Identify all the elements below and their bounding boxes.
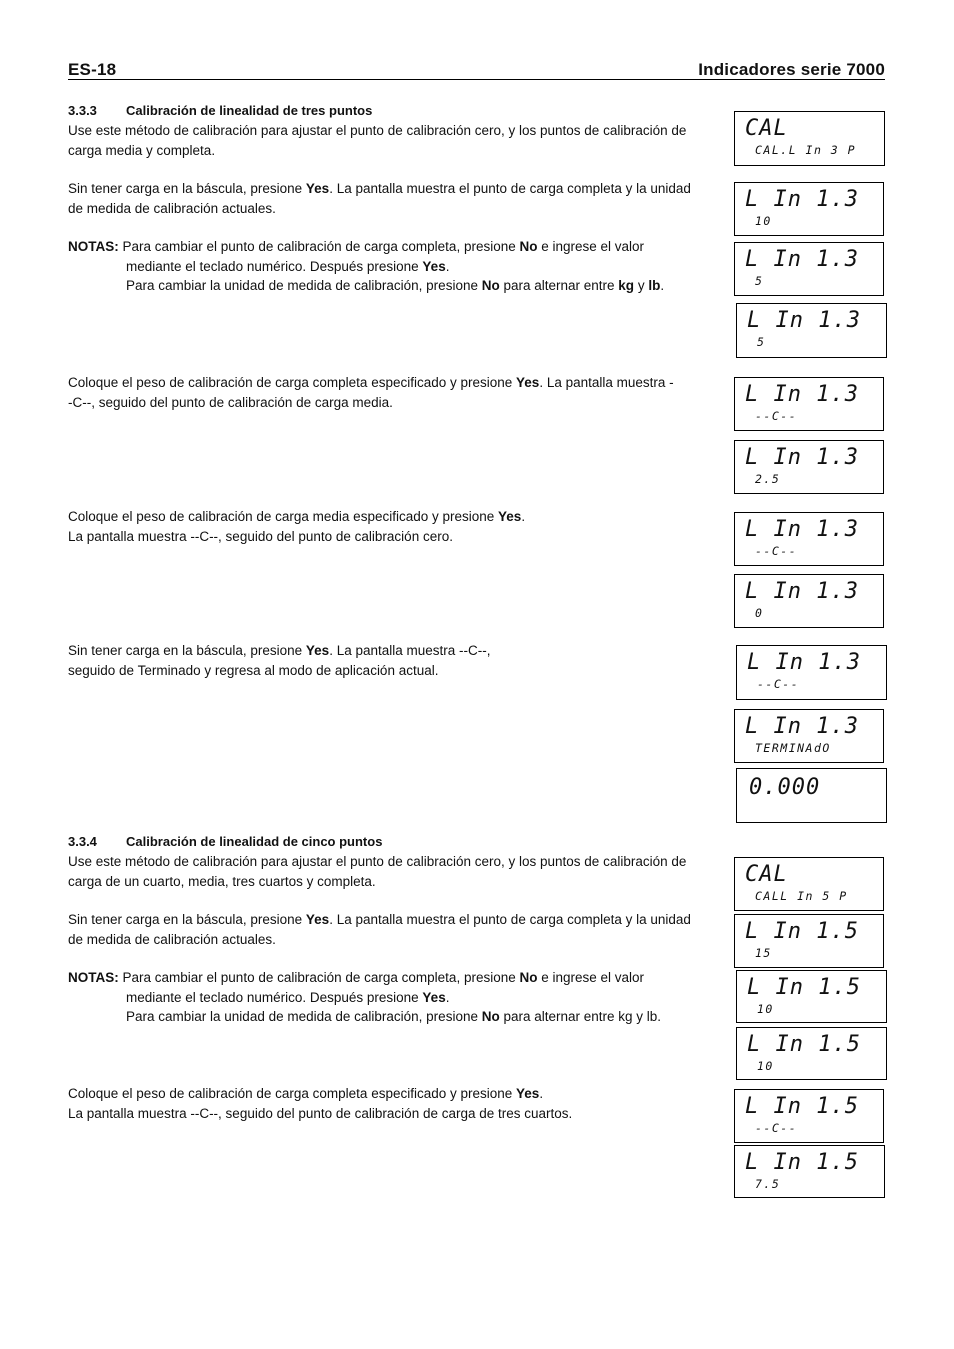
- lcd-line-1: L In 1.5: [745, 919, 859, 944]
- lcd-line-1: L In 1.3: [747, 308, 861, 333]
- lcd-display: [736, 303, 887, 358]
- lcd-line-1: CAL: [745, 116, 788, 141]
- lcd-display: [734, 574, 884, 628]
- paragraph: Coloque el peso de calibración de carga completa especificado y presione Yes. La pantalla muestra - -C--, seguido del punto de calibración de carga media.: [68, 375, 674, 410]
- notes: NOTAS: Para cambiar el punto de calibración de carga completa, presione No e ingrese el valor mediante el teclado numérico. Después presione Yes. Para cambiar la unidad de medida de calibración, presione No para alternar entre kg y lb.: [68, 970, 662, 1024]
- paragraph: Sin tener carga en la báscula, presione Yes. La pantalla muestra el punto de carga completa y la unidad de medida de calibración actuales.: [68, 912, 691, 947]
- lcd-line-1: L In 1.3: [745, 187, 859, 212]
- lcd-display: [734, 1145, 885, 1198]
- paragraph: Coloque el peso de calibración de carga completa especificado y presione Yes. La pantalla muestra --C--, seguido del punto de calibración de carga de tres cuartos.: [68, 1086, 573, 1121]
- lcd-display: [734, 709, 884, 763]
- lcd-line-1: L In 1.5: [745, 1150, 859, 1175]
- section-number: 3.3.3: [68, 103, 97, 118]
- lcd-line-1: L In 1.5: [747, 975, 861, 1000]
- paragraph: Sin tener carga en la báscula, presione Yes. La pantalla muestra el punto de carga completa y la unidad de medida de calibración actuales.: [68, 181, 691, 216]
- lcd-line-2: 5: [755, 274, 764, 288]
- lcd-display: [734, 182, 884, 236]
- lcd-display: [734, 857, 884, 911]
- notes: NOTAS: Para cambiar el punto de calibración de carga completa, presione No e ingrese el valor mediante el teclado numérico. Después presione Yes. Para cambiar la unidad de medida de calibración, presione No para alternar entre kg y lb.: [68, 239, 665, 293]
- lcd-line-2: --C--: [755, 409, 798, 423]
- lcd-display: [734, 914, 884, 968]
- lcd-display: [734, 377, 884, 431]
- section-heading-3-3-4: [68, 834, 382, 849]
- lcd-line-1: CAL: [745, 862, 788, 887]
- lcd-line-2: 0: [755, 606, 764, 620]
- section-title: Calibración de linealidad de cinco puntos: [126, 834, 383, 849]
- lcd-line-2: 10: [757, 1059, 774, 1073]
- lcd-line-1: L In 1.3: [745, 382, 859, 407]
- lcd-line-2: CALL In 5 P: [755, 889, 848, 903]
- lcd-display: [734, 111, 885, 166]
- lcd-display: [736, 1027, 887, 1080]
- lcd-display: [734, 440, 884, 494]
- lcd-line-2: 10: [755, 214, 772, 228]
- section-heading-3-3-3: [68, 103, 372, 118]
- lcd-line-2: --C--: [755, 544, 798, 558]
- paragraph: Sin tener carga en la báscula, presione Yes. La pantalla muestra --C--, seguido de Terminado y regresa al modo de aplicación actual.: [68, 643, 491, 678]
- lcd-line-2: CAL.L In 3 P: [755, 143, 857, 157]
- lcd-line-1: 0.000: [749, 775, 821, 800]
- lcd-line-2: 15: [755, 946, 772, 960]
- lcd-display: [736, 768, 887, 823]
- lcd-display: [736, 970, 887, 1023]
- paragraph: Use este método de calibración para ajustar el punto de calibración cero, y los puntos de calibración de carga de un cuarto, media, tres cuartos y completa.: [68, 854, 687, 889]
- lcd-display: [736, 645, 887, 700]
- lcd-line-2: 5: [757, 335, 766, 349]
- lcd-line-2: TERMINAdO: [755, 741, 831, 755]
- paragraph: Use este método de calibración para ajustar el punto de calibración cero, y los puntos de calibración de carga media y completa.: [68, 123, 687, 158]
- document-title: Indicadores serie 7000: [698, 60, 885, 79]
- lcd-line-1: L In 1.3: [745, 445, 859, 470]
- section-title: Calibración de linealidad de tres puntos: [126, 103, 373, 118]
- lcd-display: [734, 242, 884, 296]
- lcd-line-1: L In 1.3: [745, 579, 859, 604]
- lcd-line-1: L In 1.3: [747, 650, 861, 675]
- paragraph: Coloque el peso de calibración de carga media especificado y presione Yes. La pantalla muestra --C--, seguido del punto de calibración cero.: [68, 509, 526, 544]
- page-number: ES-18: [68, 60, 117, 79]
- lcd-line-1: L In 1.5: [745, 1094, 859, 1119]
- lcd-line-1: L In 1.5: [747, 1032, 861, 1057]
- lcd-line-2: 7.5: [755, 1177, 781, 1191]
- section-number: 3.3.4: [68, 834, 97, 849]
- lcd-line-2: --C--: [755, 1121, 798, 1135]
- lcd-line-1: L In 1.3: [745, 517, 859, 542]
- lcd-line-2: 2.5: [755, 472, 781, 486]
- lcd-display: [734, 1089, 884, 1143]
- lcd-display: [734, 512, 884, 566]
- lcd-line-2: 10: [757, 1002, 774, 1016]
- lcd-line-1: L In 1.3: [745, 247, 859, 272]
- lcd-line-1: L In 1.3: [745, 714, 859, 739]
- header-rule: [68, 79, 885, 80]
- lcd-line-2: --C--: [757, 677, 800, 691]
